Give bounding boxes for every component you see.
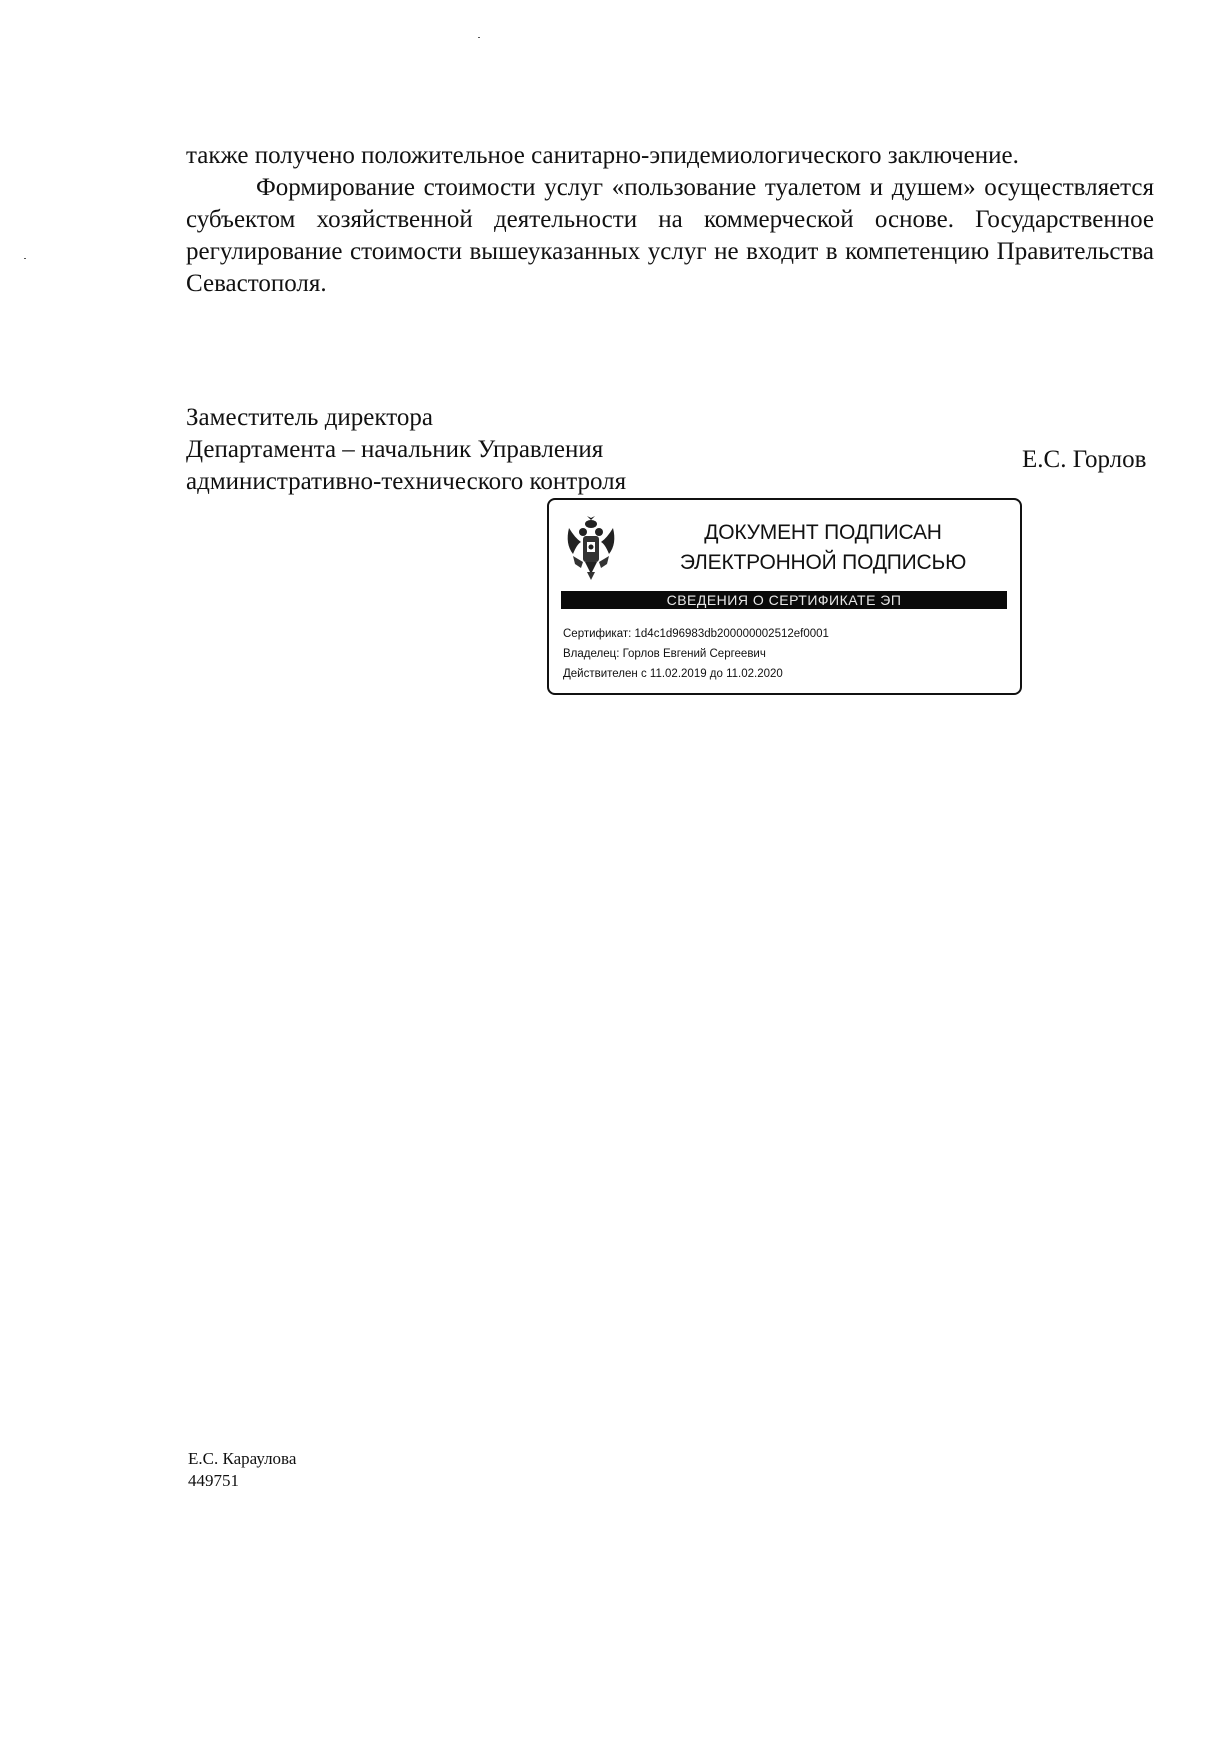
body-paragraph-2: Формирование стоимости услуг «пользование туалетом и душем» осуществляется субъектом хозяйственной деятельности на коммерческой основе. Государственное регулирование стоимости вышеуказанных услуг не входит в компетенцию Правительства Севастополя.: [186, 174, 1154, 297]
position-line-1: Заместитель директора: [186, 404, 433, 431]
position-line-3: административно-технического контроля: [186, 468, 627, 495]
scan-speck: [24, 258, 26, 259]
signatory-position: [186, 402, 626, 498]
position-line-2: Департамента – начальник Управления: [186, 436, 604, 463]
certificate-owner: Владелец: Горлов Евгений Сергеевич: [563, 648, 766, 660]
signatory-name: Е.С. Горлов: [1022, 446, 1147, 473]
stamp-title: [633, 518, 1013, 578]
certificate-details: [563, 624, 829, 684]
certificate-number: Сертификат: 1d4c1d96983db200000002512ef0001: [563, 628, 829, 640]
executor-info: [188, 1448, 296, 1492]
certificate-info-bar: СВЕДЕНИЯ О СЕРТИФИКАТЕ ЭП: [561, 591, 1007, 609]
certificate-validity: Действителен с 11.02.2019 до 11.02.2020: [563, 668, 783, 680]
executor-phone: 449751: [188, 1471, 239, 1490]
russian-coat-of-arms-icon: [563, 514, 619, 582]
scan-speck: [478, 37, 480, 38]
electronic-signature-stamp: [547, 498, 1022, 695]
stamp-title-line-1: ДОКУМЕНТ ПОДПИСАН: [704, 521, 942, 544]
stamp-title-line-2: ЭЛЕКТРОННОЙ ПОДПИСЬЮ: [679, 551, 967, 574]
executor-name: Е.С. Караулова: [188, 1449, 297, 1468]
body-paragraph-1: также получено положительное санитарно-эпидемиологического заключение.: [186, 142, 1019, 169]
